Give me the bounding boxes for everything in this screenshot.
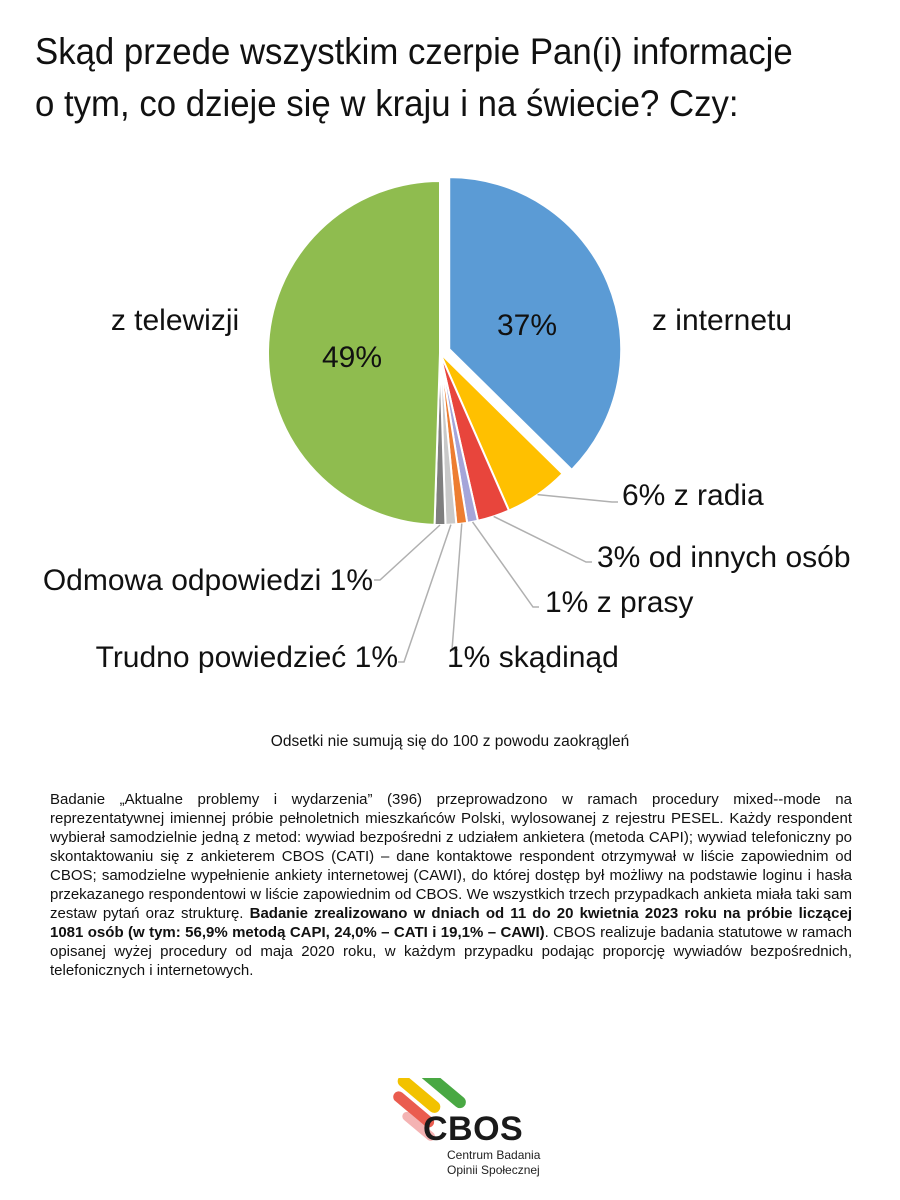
- rounding-note: Odsetki nie sumują się do 100 z powodu zaokrągleń: [270, 733, 630, 750]
- slice-label: 1% skądinąd: [447, 641, 619, 674]
- logo-name: CBOS: [423, 1110, 524, 1148]
- slice-category-label: z internetu: [651, 304, 793, 337]
- leader-line: [398, 525, 451, 662]
- slice-label: 1% z prasy: [545, 586, 694, 619]
- slice-label: 6% z radia: [622, 479, 764, 512]
- slice-label: Odmowa odpowiedzi 1%: [42, 564, 373, 597]
- slice-value-label: 49%: [321, 341, 383, 374]
- logo-subtitle-line-1: Centrum Badania: [447, 1148, 541, 1162]
- methodology-part-1: Badanie „Aktualne problemy i wydarzenia” (396) przeprowadzono w ramach procedury mixed--mode na reprezentatywnej imiennej próbie pełnoletnich mieszkańców Polski, wylosowanej z rejestru PESEL. Każdy respondent wybierał samodzielnie jedną z metod: wywiad bezpośredni z udziałem ankietera (metoda CAPI); wywiad telefoniczny po skontaktowaniu się z ankieterem CBOS (CATI) – dane kontaktowe respondent otrzymywał w liście zapowiednim od CBOS; samodzielne wypełnienie ankiety internetowej (CAWI), do której dostęp był możliwy na podstawie loginu i hasła przekazanego respondentowi w liście zapowiednim od CBOS. We wszystkich trzech przypadkach ankieta miała taki sam zestaw pytań oraz strukturę.: [50, 791, 852, 922]
- title-line-2: o tym, co dzieje się w kraju i na świecie? Czy:: [35, 83, 739, 124]
- methodology-bold: Badanie zrealizowano w dniach od 11 do 20 kwietnia 2023 roku na próbie liczącej 1081 osób (w tym: 56,9% metodą CAPI, 24,0% – CATI i 19,1% – CAWI): [50, 905, 852, 941]
- logo-subtitle: [447, 1148, 540, 1178]
- methodology-text: [50, 790, 852, 980]
- leader-line: [538, 495, 618, 502]
- logo-subtitle-line-2: Opinii Społecznej: [447, 1163, 540, 1177]
- slice-category-label: z telewizji: [110, 304, 240, 337]
- chart-title: [35, 26, 834, 130]
- pie-chart: [0, 150, 900, 710]
- cbos-logo: [385, 1078, 605, 1188]
- methodology-part-2: . CBOS realizuje badania statutowe w ramach opisanej wyżej procedury od maja 2020 roku, w każdym przypadku podając proporcję wywiadów bezpośrednich, telefonicznych i internetowych.: [50, 924, 853, 979]
- leader-line: [452, 524, 462, 650]
- slice-label: Trudno powiedzieć 1%: [95, 641, 398, 674]
- slice-value-label: 37%: [496, 309, 558, 342]
- leader-line: [494, 516, 592, 562]
- title-line-1: Skąd przede wszystkim czerpie Pan(i) informacje: [35, 31, 793, 72]
- leader-line: [374, 525, 440, 580]
- slice-label: 3% od innych osób: [597, 541, 851, 574]
